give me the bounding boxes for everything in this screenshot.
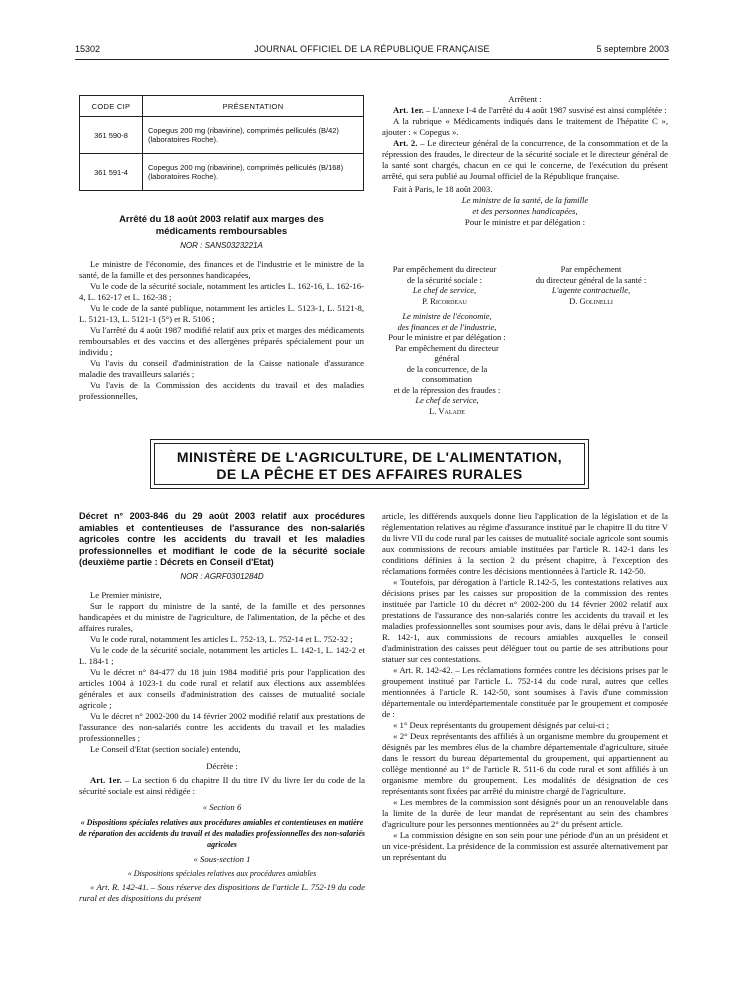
article-label: Art. 1er. bbox=[90, 774, 122, 785]
paragraph: Vu le code de la sécurité sociale, notamment les articles L. 162-16, L. 162-16-4, L. 162-17 et L. 162-38 ; bbox=[79, 281, 364, 302]
paragraph: Le ministre de l'économie, des finances et de l'industrie et le ministre de la santé, de la famille et des personnes handicapées, bbox=[79, 259, 364, 280]
presentation-table bbox=[79, 95, 364, 191]
eco-signature bbox=[382, 311, 512, 416]
table-row: 361 591-4 Copegus 200 mg (ribavirine), comprimés pelliculés (B/168) (laboratoires Roche). bbox=[80, 154, 364, 191]
arrete-column bbox=[79, 214, 364, 402]
paragraph: – Le directeur général de la concurrence, de la consommation et de la répression des fraudes, le directeur de la sécurité sociale et le directeur général de la santé sont chargés, chacun en ce qui le concerne, de l'exécution du présent arrêté, qui sera publié au Journal officiel de la République française. bbox=[382, 138, 668, 181]
table-row: 361 590-8 Copegus 200 mg (ribavirine), comprimés pelliculés (B/42) (laboratoires Roche). bbox=[80, 117, 364, 154]
paragraph: article, les différends auxquels donne lieu l'application de la législation et de la réglementation relatives au régime d'assurance institué par le chapitre II du titre V du livre VII du code rural par les caisses de mutualité sociale agricole sont soumis aux commissions de recours amiable instituées par l'article R. 142-1 dans les conditions définies à la section 2 du présent chapitre, à l'exception des réclamations formées contre les décisions mentionnées à l'article R. 142-50. bbox=[382, 511, 668, 576]
paragraph: Le Conseil d'Etat (section sociale) entendu, bbox=[90, 743, 241, 754]
sig-line: L'agente contractuelle, bbox=[551, 285, 631, 295]
paragraph: Vu le code rural, notamment les articles L. 752-13, L. 752-14 et L. 752-32 ; bbox=[90, 633, 353, 644]
signatory-title: et des personnes handicapées, bbox=[472, 206, 578, 216]
sig-line: Par empêchement du directeur général bbox=[395, 342, 499, 363]
paragraph: « 2° Deux représentants des affiliés à un organisme membre du groupement et désignés par les membres élus de la chambre départementale d'agriculture, située dans le ressort du bureau départemental du groupement, qui appartiennent au collège mentionné au 1° de l'article R. 511-6 du code rural et sont affiliés à un organisme membre du groupement. Les modalités de désignation de ces représentants sont fixées par arrêté du ministre chargé de l'agriculture. bbox=[382, 731, 668, 796]
sig-line: Par empêchement bbox=[560, 264, 622, 274]
paragraph: Le Premier ministre, bbox=[90, 589, 162, 600]
paragraph: – La section 6 du chapitre II du titre IV du livre Ier du code de la sécurité sociale est ainsi rédigée : bbox=[79, 774, 365, 796]
journal-title: JOURNAL OFFICIEL DE LA RÉPUBLIQUE FRANÇAISE bbox=[254, 44, 490, 54]
paragraph: Vu le décret n° 84-477 du 18 juin 1984 modifié pris pour l'application des articles 1004 à 1023-1 du code rural et relatif aux élections aux assemblées générales et aux conseils d'administration des caisses de mutualité sociale agricole ; bbox=[79, 666, 365, 710]
arrete-nor: NOR : SANS0323221A bbox=[180, 241, 263, 250]
right-signature bbox=[512, 264, 670, 306]
paragraph: Vu le code de la santé publique, notamment les articles L. 5123-1, L. 5121-8, L. 5121-13, L. 5121-1 (5°) et R. 5106 ; bbox=[79, 303, 364, 324]
date-place: Fait à Paris, le 18 août 2003. bbox=[393, 184, 493, 194]
paragraph: « Les membres de la commission sont désignés pour un an renouvelable dans la limite de la durée de leur mandat de représentant au sein des chambres d'agriculture pour les personnes mentionnées au 2° du présent article. bbox=[382, 797, 668, 829]
decret-title: Décret n° 2003-846 du 29 août 2003 relatif aux procédures amiables et contentieuses de l'assurance des non-salariés agricoles contre les accidents du travail et les maladies professionnelles et modifiant le code de la sécurité sociale (deuxième partie : Décrets en Conseil d'Etat) bbox=[79, 511, 365, 567]
article-label: Art. 1er. bbox=[393, 105, 424, 115]
paragraph: « 1° Deux représentants du groupement désignés par celui-ci ; bbox=[393, 720, 610, 730]
paragraph: Vu l'avis du conseil d'administration de la Caisse nationale d'assurance maladie des travailleurs salariés ; bbox=[79, 358, 364, 379]
decret-column bbox=[79, 511, 365, 904]
ministry-line: DE LA PÊCHE ET DES AFFAIRES RURALES bbox=[216, 466, 523, 482]
signatory-title: Le ministre de la santé, de la famille bbox=[461, 195, 589, 205]
paragraph: – L'annexe I-4 de l'arrêté du 4 août 1987 susvisé est ainsi complétée : bbox=[423, 105, 667, 115]
sig-line: du directeur général de la santé : bbox=[535, 274, 647, 285]
col-header-presentation: PRÉSENTATION bbox=[143, 96, 364, 117]
sig-line: Le chef de service, bbox=[415, 395, 479, 405]
paragraph: « Art. R. 142-41. – Sous réserve des dispositions de l'article L. 752-19 du code rural et des dispositions du présent bbox=[79, 881, 365, 903]
sig-line: et de la répression des fraudes : bbox=[393, 384, 501, 395]
ministry-banner bbox=[150, 439, 589, 489]
paragraph: Vu le décret n° 2002-200 du 14 février 2002 modifié relatif aux prestations de l'assurance des non-salariés contre les accidents du travail et les maladies professionnelles ; bbox=[79, 710, 365, 743]
sig-line: Pour le ministre et par délégation : bbox=[388, 332, 506, 342]
paragraph: « La commission désigne en son sein pour une période d'un an un président et un vice-président. La présidence de la commission est assurée alternativement par un représentant du bbox=[382, 830, 668, 862]
sig-line: Par empêchement du directeur bbox=[392, 264, 497, 274]
section-title: « Dispositions spéciales relatives aux procédures amiables et contentieuses en matière de réparation des accidents du travail et des maladies professionnelles des non-salariés agricoles bbox=[79, 817, 365, 849]
section-heading: « Section 6 bbox=[202, 801, 242, 812]
ministry-line: MINISTÈRE DE L'AGRICULTURE, DE L'ALIMENTATION, bbox=[176, 449, 563, 465]
page-header bbox=[75, 44, 669, 58]
sig-line: de la sécurité sociale : bbox=[406, 274, 483, 285]
decrete: Décrète : bbox=[206, 760, 238, 771]
sig-line: des finances et de l'industrie, bbox=[397, 321, 497, 332]
paragraph: Vu le code de la sécurité sociale, notamment les articles L. 142-1, L. 142-2 et L. 184-1 ; bbox=[79, 644, 365, 666]
signatory-name: L. Valade bbox=[429, 405, 465, 416]
arretent: Arrêtent : bbox=[508, 94, 542, 104]
left-signature bbox=[382, 264, 507, 306]
header-rule bbox=[75, 59, 669, 60]
arrete-title: Arrêté du 18 août 2003 relatif aux marges des médicaments remboursables bbox=[119, 214, 324, 237]
paragraph: « Art. R. 142-42. – Les réclamations formées contre les décisions prises par le groupement institué par l'article L. 752-14 du code rural, autres que celles mentionnées à l'article R. 142-50, sont soumises à l'avis d'une commission départementale ou interdépartementale constituée par le groupement et composée de : bbox=[382, 665, 668, 719]
issue-date: 5 septembre 2003 bbox=[596, 44, 669, 54]
sig-line: Le chef de service, bbox=[412, 285, 477, 295]
subsection-heading: « Sous-section 1 bbox=[193, 853, 251, 864]
paragraph: Sur le rapport du ministre de la santé, de la famille et des personnes handicapées et du ministre de l'agriculture, de l'alimentation, de la pêche et des affaires rurales, bbox=[79, 600, 365, 633]
arrete-right-column bbox=[382, 94, 668, 228]
decret-nor: NOR : AGRF0301284D bbox=[180, 571, 264, 581]
signatory-name: D. Golinelli bbox=[569, 295, 613, 306]
decret-right-column bbox=[382, 511, 668, 863]
paragraph: A la rubrique « Médicaments indiqués dans le traitement de l'hépatite C », ajouter : « Copegus ». bbox=[382, 116, 668, 137]
subsection-title: « Dispositions spéciales relatives aux procédures amiables bbox=[127, 868, 317, 878]
delegation: Pour le ministre et par délégation : bbox=[464, 217, 586, 227]
paragraph: Vu l'avis de la Commission des accidents du travail et des maladies professionnelles, bbox=[79, 380, 364, 401]
paragraph: Vu l'arrêté du 4 août 1987 modifié relatif aux prix et marges des médicaments remboursables et des vaccins et des allergènes préparés spécialement pour un individu ; bbox=[79, 325, 364, 357]
paragraph: « Toutefois, par dérogation à l'article R.142-5, les contestations relatives aux décisions prises par les caisses sur proposition de la commission des rentes instituée par l'article 10 du décret n° 2002-200 du 14 février 2002 relatif aux prestations de l'assurance des non-salariés contre les accidents du travail et les maladies professionnelles sont soumises pour avis, dans le délai prévu à l'article R. 142-1, aux commissions de recours amiables auxquelles le conseil d'administration des caisses peut déléguer tout ou partie de ses attributions pour statuer sur ces contestations. bbox=[382, 577, 668, 664]
col-header-code: CODE CIP bbox=[80, 96, 143, 117]
sig-line: Le ministre de l'économie, bbox=[402, 311, 492, 321]
sig-line: de la concurrence, de la consommation bbox=[406, 363, 488, 384]
article-label: Art. 2. bbox=[393, 138, 418, 148]
signatory-name: P. Ricordeau bbox=[422, 295, 467, 306]
page-number: 15302 bbox=[75, 44, 101, 54]
